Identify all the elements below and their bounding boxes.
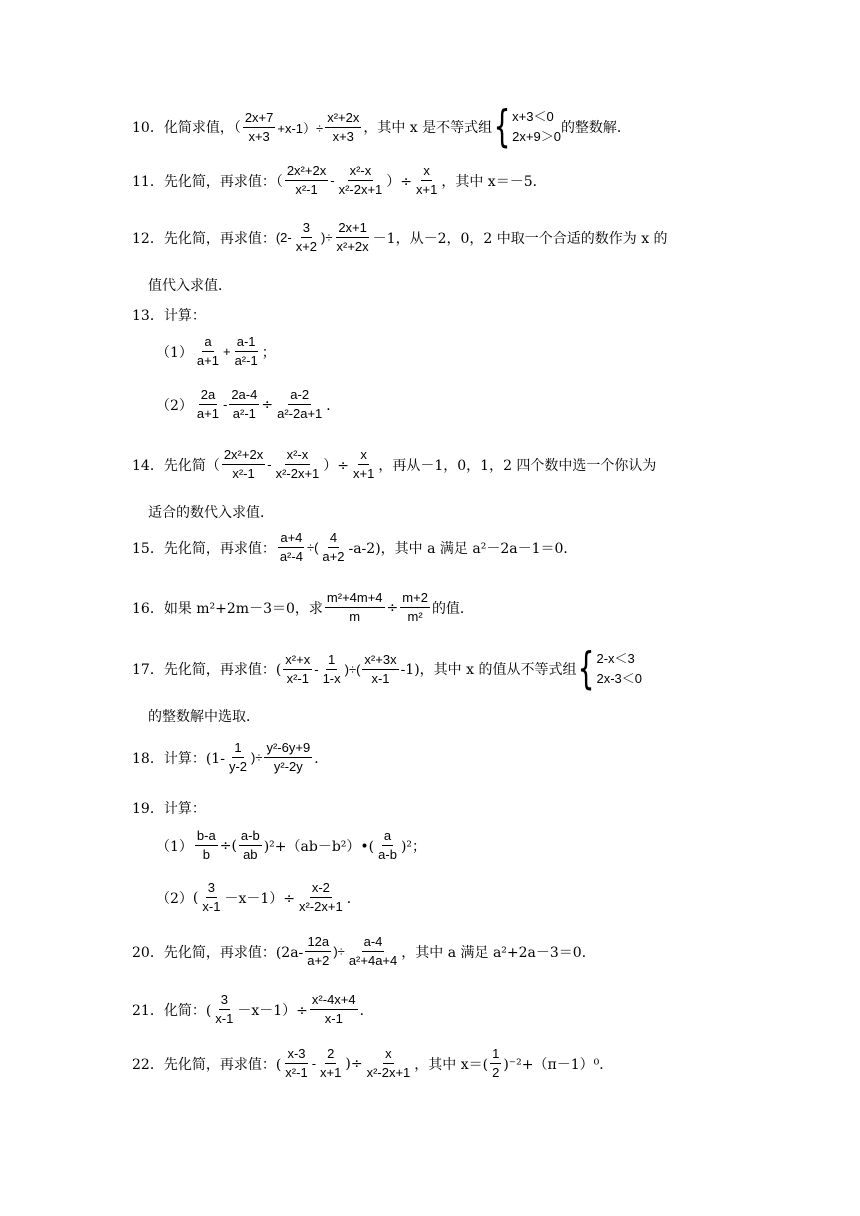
math-text: x²-2x+1 (338, 182, 383, 197)
fraction (305, 934, 331, 969)
math-text: 17． (132, 662, 164, 678)
problem-15 (132, 530, 734, 565)
problem-18 (132, 740, 734, 775)
inequality-system: { 2-x＜3 2x-3＜0 (578, 643, 643, 694)
fraction (325, 590, 385, 625)
math-text: x (421, 163, 432, 181)
problem-19-2 (156, 880, 361, 915)
math-text: 2x²+2x (285, 163, 328, 181)
math-text: ，其中 x＝( (414, 1056, 489, 1073)
math-text: 3 (206, 880, 217, 898)
fraction (310, 992, 358, 1027)
math-text: 12． (132, 230, 164, 247)
math-text: x²+x (283, 652, 312, 670)
math-text: 2a (199, 387, 217, 405)
math-text: x+1 (353, 466, 375, 481)
math-text: 1 (232, 740, 243, 758)
math-text: y²-6y+9 (264, 740, 312, 758)
fraction (318, 1046, 343, 1081)
problem-14 (132, 447, 734, 482)
math-text: x²+3x (362, 652, 398, 670)
fraction (213, 992, 235, 1027)
math-text: +x-1）÷ (277, 120, 324, 136)
math-text: x²-1 (232, 466, 255, 481)
math-text: （2） (156, 890, 193, 907)
fraction (490, 1046, 501, 1081)
math-text: 1-x (322, 670, 341, 686)
math-text: a+2 (307, 953, 330, 968)
math-text: 12a (305, 934, 331, 952)
math-text: 10． (132, 120, 164, 136)
math-text: 3 (219, 992, 230, 1010)
math-text: a (202, 334, 213, 352)
fraction (294, 220, 319, 255)
math-text: 2x+9＞0 (512, 129, 561, 144)
fraction (239, 828, 262, 863)
math-text: x (383, 1046, 394, 1064)
math-text: a+2 (322, 549, 345, 564)
problem-12-cont: 值代入求值． (148, 278, 232, 294)
math-text: x²-4x+4 (310, 992, 358, 1010)
math-text: 16． (132, 600, 164, 617)
math-text: m²+4m+4 (325, 590, 385, 608)
math-text: x-1 (215, 1011, 234, 1026)
math-text: a²-4 (279, 549, 303, 564)
math-text: a-b (239, 828, 262, 846)
fraction (335, 220, 371, 255)
math-text: 4 (328, 530, 339, 548)
math-text: )÷ (345, 1055, 363, 1072)
math-text: m² (407, 609, 423, 624)
math-text: 21． (132, 1002, 164, 1019)
problem-13-2 (156, 387, 340, 422)
math-text: )÷ (251, 750, 263, 765)
math-text: ． (359, 1002, 374, 1019)
fraction (297, 880, 345, 915)
math-text: x (358, 447, 369, 465)
math-text: x+1 (320, 1065, 342, 1080)
math-text: b (202, 847, 210, 862)
fraction (376, 828, 399, 863)
math-text: ，其中 x＝－5． (441, 173, 547, 190)
math-text: 先化简，再求值： (163, 230, 276, 247)
math-text: 19． (132, 801, 164, 817)
math-text: -1)，其中 x 的值从不等式组 (400, 662, 577, 678)
math-text: x²-1 (285, 1065, 308, 1080)
math-text: y²-2y (273, 759, 303, 774)
math-text: + (222, 344, 231, 359)
fraction (264, 740, 312, 775)
math-text: 18． (132, 750, 164, 767)
math-text: ÷( (219, 837, 237, 854)
fraction (283, 652, 312, 687)
math-text: x-3 (285, 1046, 307, 1064)
problem-21 (132, 992, 734, 1027)
math-text: - (311, 1056, 317, 1071)
math-text: 如果 m²+2m－3＝0，求 (163, 600, 323, 617)
math-text: a+1 (196, 406, 219, 421)
math-text: )÷ (333, 944, 345, 959)
math-text: x²-x (348, 163, 374, 181)
math-text: 11． (132, 173, 164, 190)
math-text: ． (314, 750, 329, 767)
math-text: (2- (275, 230, 292, 245)
math-text: x+1 (416, 182, 438, 197)
math-text: 2x+1 (336, 220, 369, 238)
fraction (347, 934, 399, 969)
math-text: 1 (326, 652, 337, 670)
problem-13-1 (156, 334, 276, 369)
math-text: 的整数解． (560, 120, 631, 136)
math-text: )⁻²+（π－1）⁰． (503, 1056, 614, 1073)
math-text: a+1 (196, 353, 219, 368)
fraction (227, 740, 249, 775)
math-text: 化简求值，（ (163, 120, 241, 136)
math-text: ． (326, 397, 341, 414)
math-text: y-2 (228, 759, 247, 774)
problem-19 (132, 798, 734, 818)
math-text: 2a-4 (229, 387, 259, 405)
math-text: x-2 (310, 880, 332, 898)
math-text: x-1 (202, 899, 221, 914)
math-text: ，再从－1，0，1，2 四个数中选一个你认为 (378, 457, 657, 474)
math-text: m (349, 609, 361, 624)
math-text: x²-2x+1 (275, 466, 320, 481)
fraction (229, 387, 259, 422)
math-text: 2 (492, 1065, 500, 1080)
problem-14-cont: 适合的数代入求值． (148, 505, 274, 521)
problem-12 (132, 220, 734, 255)
fraction (351, 447, 376, 482)
math-text: a-b (378, 847, 397, 862)
math-text: ÷ (386, 599, 399, 616)
math-text: －1，从－2，0，2 中取一个合适的数作为 x 的 (372, 230, 668, 247)
math-text: 3 (301, 220, 312, 238)
problem-16 (132, 590, 734, 625)
math-text: 2x-3＜0 (596, 671, 643, 686)
math-text: 先化简，再求值： (163, 540, 276, 557)
fraction (222, 447, 265, 482)
inequality-system: { x+3＜0 2x+9＞0 (493, 101, 561, 152)
math-text: x²-2x+1 (299, 899, 343, 914)
math-text: m+2 (400, 590, 430, 608)
math-text: x+3 (332, 128, 354, 144)
math-text: －x－1）÷ (224, 890, 295, 907)
math-text: 20． (132, 944, 164, 961)
fraction (321, 652, 343, 687)
math-text: 的值． (431, 600, 474, 617)
math-text: ，其中 a 满足 a²+2a－3＝0． (401, 944, 596, 961)
math-text: 2-x＜3 (596, 651, 635, 666)
math-text: a-2 (288, 387, 311, 405)
math-text: a-1 (235, 334, 258, 352)
fraction (365, 1046, 413, 1081)
math-text: ）÷ (323, 457, 350, 474)
fraction (275, 387, 324, 422)
fraction (283, 1046, 309, 1081)
math-text: 2 (325, 1046, 336, 1064)
math-text: ； (261, 344, 276, 361)
math-text: x+3＜0 (512, 109, 554, 124)
fraction (233, 334, 260, 369)
problem-13 (132, 305, 734, 325)
math-text: 15． (132, 540, 164, 557)
math-text: 2x²+2x (222, 447, 265, 465)
math-text: x²+2x (336, 239, 369, 254)
math-text: ． (346, 890, 361, 907)
problem-19-1 (156, 828, 426, 863)
math-text: 先化简，再求值：( (163, 1056, 282, 1073)
math-text: 先化简，再求值：(2a- (163, 944, 304, 961)
math-text: 22． (132, 1056, 164, 1073)
math-text: a (382, 828, 393, 846)
math-text: a+4 (278, 530, 304, 548)
math-text: x²-1 (286, 670, 309, 686)
math-text: a²-1 (234, 353, 258, 368)
math-text: x²-1 (295, 182, 318, 197)
problem-11 (132, 163, 734, 198)
math-text: ÷( (306, 540, 319, 555)
problem-20 (132, 934, 734, 969)
fraction (362, 652, 398, 687)
math-text: 2x+7 (243, 110, 276, 128)
problem-22 (132, 1046, 734, 1081)
fraction (200, 880, 222, 915)
fraction (243, 110, 276, 145)
math-text: 1 (490, 1046, 501, 1064)
math-text: x-1 (324, 1011, 343, 1026)
math-text: x-1 (371, 670, 390, 686)
math-text: - (330, 173, 335, 188)
fraction (325, 110, 361, 145)
math-text: a²+4a+4 (348, 953, 398, 968)
math-text: 计算：(1- (163, 750, 225, 767)
fraction (320, 530, 346, 565)
fraction (285, 163, 328, 198)
fraction (337, 163, 385, 198)
math-text: - (222, 397, 228, 412)
math-text: a-4 (362, 934, 385, 952)
math-text: - (267, 457, 272, 472)
fraction (195, 387, 221, 422)
math-text: 计算： (163, 801, 206, 817)
math-text: 化简：( (163, 1002, 212, 1019)
math-text: )÷( (344, 661, 361, 677)
math-text: )²+（ab－b²）•( (263, 838, 375, 855)
fraction (278, 530, 305, 565)
math-text: x+3 (248, 128, 270, 144)
math-text: x²+2x (325, 110, 361, 128)
math-text: ab (243, 847, 258, 862)
math-text: a²-1 (232, 406, 256, 421)
problem-17-cont: 的整数解中选取． (148, 709, 260, 725)
math-text: x²-x (285, 447, 311, 465)
math-text: )²； (400, 838, 427, 855)
math-text: ÷ (261, 396, 274, 413)
math-text: ( (192, 889, 199, 906)
math-text: - (314, 661, 319, 677)
math-text: 先化简（ (163, 457, 220, 474)
math-text: 先化简，再求值：( (163, 662, 282, 678)
math-text: 14． (132, 457, 164, 474)
math-text: －x－1）÷ (237, 1002, 308, 1019)
math-text: )÷ (321, 230, 333, 245)
fraction (195, 334, 221, 369)
math-text: （2） (156, 397, 193, 414)
problem-17 (132, 643, 734, 694)
math-text: ）÷ (386, 173, 413, 190)
problem-10 (132, 101, 734, 152)
math-text: 先化简，再求值：（ (163, 173, 283, 190)
math-text: （1） (156, 838, 193, 855)
fraction (414, 163, 439, 198)
math-text: a²-2a+1 (277, 406, 323, 421)
math-text: -a-2)，其中 a 满足 a²－2a－1＝0． (348, 540, 578, 557)
fraction (400, 590, 430, 625)
math-text: x+2 (295, 239, 318, 254)
fraction (274, 447, 322, 482)
fraction (195, 828, 218, 863)
math-text: x²-2x+1 (366, 1065, 411, 1080)
math-text: ，其中 x 是不等式组 (363, 120, 493, 136)
math-text: b-a (195, 828, 218, 846)
math-text: 计算： (163, 308, 206, 324)
math-text: （1） (156, 344, 193, 361)
math-text: 13． (132, 308, 164, 324)
